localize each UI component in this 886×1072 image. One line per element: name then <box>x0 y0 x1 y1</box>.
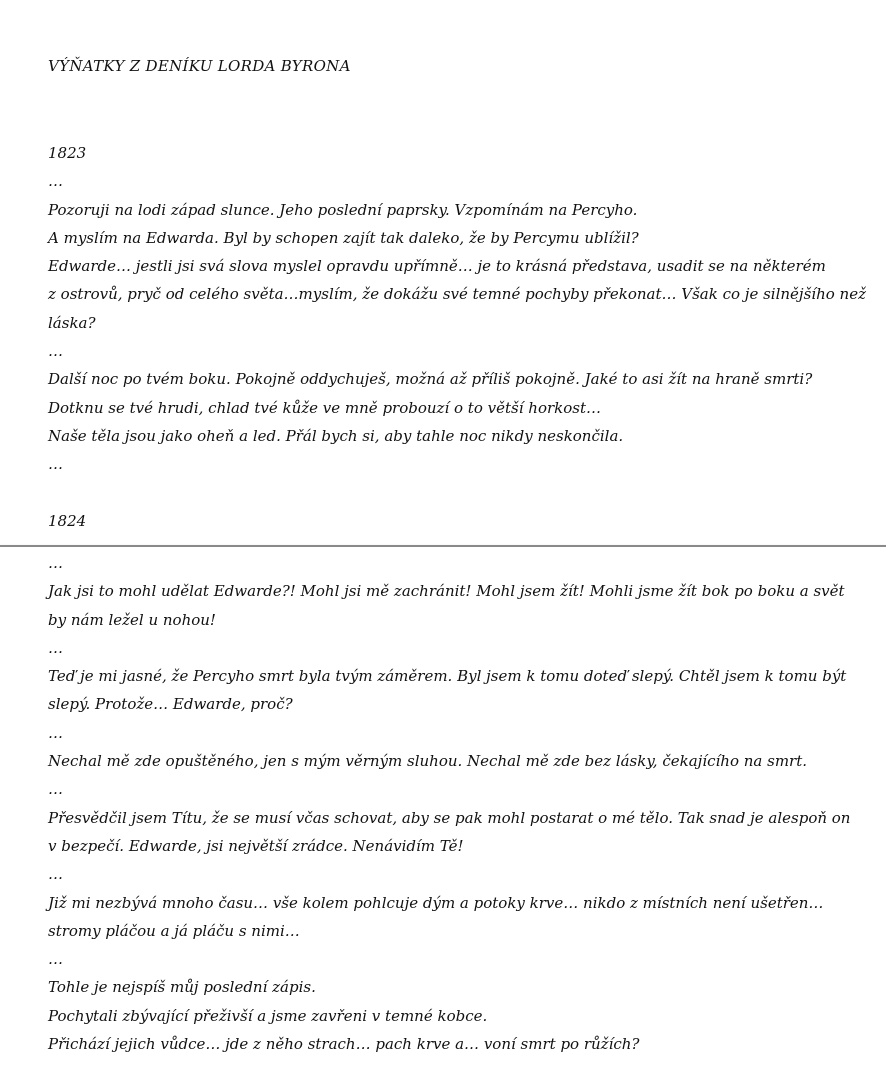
text-line: … <box>48 865 63 884</box>
text-line: Pozoruji na lodi západ slunce. Jeho poslední paprsky. Vzpomínám na Percyho. <box>48 200 638 219</box>
text-line: Nechal mě zde opuštěného, jen s mým věrným sluhou. Nechal mě zde bez lásky, čekajícího na smrt. <box>48 752 808 771</box>
text-line: Tohle je nejspíš můj poslední zápis. <box>48 978 316 997</box>
text-line: Přesvědčil jsem Títu, že se musí včas schovat, aby se pak mohl postarat o mé tělo. Tak snad je alespoň on <box>48 808 851 827</box>
text-line: … <box>48 554 63 572</box>
text-line: Naše těla jsou jako oheň a led. Přál bych si, aby tahle noc nikdy neskončila. <box>48 426 624 445</box>
text-line: … <box>48 455 63 474</box>
text-line: Další noc po tvém boku. Pokojně oddychuješ, možná až příliš pokojně. Jaké to asi žít na hraně smrti? <box>48 370 813 389</box>
text-line: … <box>48 172 63 191</box>
page-1-text <box>48 139 866 535</box>
text-line: 1824 <box>48 511 87 530</box>
document-page-2 <box>0 547 886 1072</box>
text-line: by nám ležel u nohou! <box>48 610 216 629</box>
document-title: VÝŇATKY Z DENÍKU LORDA BYRONA <box>48 57 351 75</box>
text-line: Dotknu se tvé hrudi, chlad tvé kůže ve mně probouzí o to větší horkost… <box>48 398 601 417</box>
text-line: láska? <box>48 313 96 332</box>
text-line: slepý. Protože… Edwarde, proč? <box>48 695 293 714</box>
text-line: 1823 <box>48 144 87 162</box>
text-line: z ostrovů, pryč od celého světa…myslím, že dokážu své temné pochyby překonat… Však co je silnějšího než <box>48 285 866 304</box>
text-line: … <box>48 950 63 969</box>
text-line: A myslím na Edwarda. Byl by schopen zajít tak daleko, že by Percymu ublížil? <box>48 228 639 247</box>
text-line: … <box>48 723 63 742</box>
text-line: Již mi nezbývá mnoho času… vše kolem pohlcuje dým a potoky krve… nikdo z místních není ušetřen… <box>48 893 824 912</box>
text-line: … <box>48 342 63 361</box>
page-2-text <box>48 549 850 1058</box>
text-line: Pochytali zbývající přeživší a jsme zavřeni v temné kobce. <box>48 1006 488 1025</box>
text-line: v bezpečí. Edwarde, jsi největší zrádce. Nenávidím Tě! <box>48 836 464 855</box>
text-line: … <box>48 780 63 799</box>
text-line: Přichází jejich vůdce… jde z něho strach… pach krve a… voní smrt po růžích? <box>48 1035 640 1054</box>
text-line: Edwarde… jestli jsi svá slova myslel opravdu upřímně… je to krásná představa, usadit se na některém <box>48 257 826 276</box>
text-line <box>48 479 866 507</box>
text-line: Jak jsi to mohl udělat Edwarde?! Mohl jsi mě zachránit! Mohl jsem žít! Mohli jsme žít bok po boku a svět <box>48 582 845 601</box>
text-line: stromy pláčou a já pláču s nimi… <box>48 921 300 940</box>
text-line: Teď je mi jasné, že Percyho smrt byla tvým záměrem. Byl jsem k tomu doteď slepý. Chtěl jsem k tomu být <box>48 667 847 686</box>
text-line: … <box>48 638 63 657</box>
